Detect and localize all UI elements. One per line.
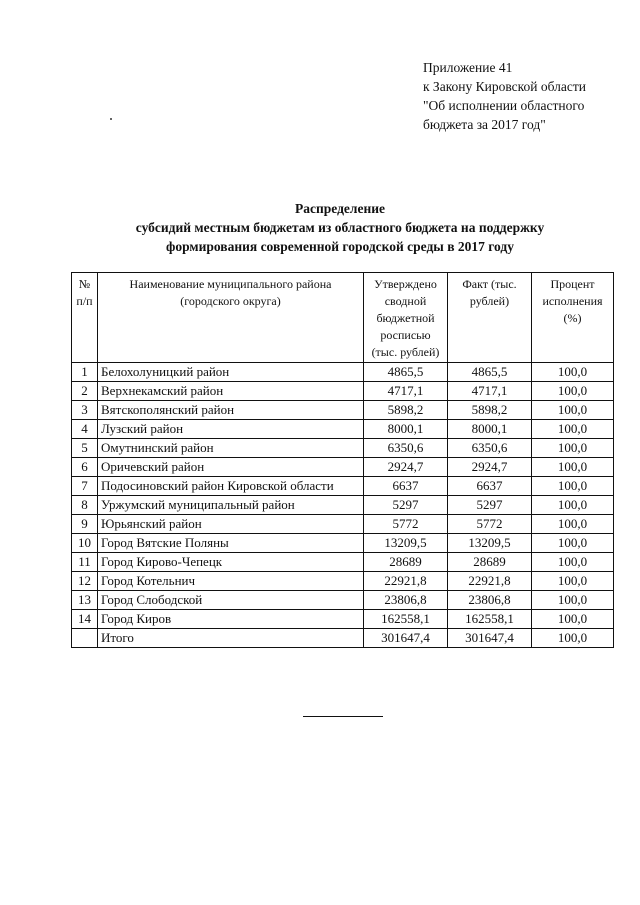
total-percent: 100,0: [532, 629, 614, 648]
row-name: Город Кирово-Чепецк: [98, 553, 364, 572]
table-row: [72, 420, 614, 439]
appendix-line: бюджета за 2017 год": [423, 117, 546, 132]
subsidy-table: [71, 272, 614, 648]
row-num: 3: [72, 401, 98, 420]
title-line: субсидий местным бюджетам из областного бюджета на поддержку: [135, 220, 545, 235]
table-row: [72, 477, 614, 496]
row-approved: 6637: [364, 477, 448, 496]
row-fact: 28689: [448, 553, 532, 572]
table-row: [72, 496, 614, 515]
row-name: Город Киров: [98, 610, 364, 629]
row-percent: 100,0: [532, 591, 614, 610]
row-fact: 8000,1: [448, 420, 532, 439]
title-line: формирования современной городской среды в 2017 году: [166, 239, 514, 254]
row-name: Оричевский район: [98, 458, 364, 477]
total-num: [72, 629, 98, 648]
table-row: [72, 458, 614, 477]
table-row: [72, 439, 614, 458]
row-name: Город Слободской: [98, 591, 364, 610]
header-name: Наименование муниципального района (городского округа): [98, 273, 364, 363]
row-percent: 100,0: [532, 363, 614, 382]
row-approved: 5772: [364, 515, 448, 534]
row-fact: 162558,1: [448, 610, 532, 629]
row-percent: 100,0: [532, 534, 614, 553]
row-approved: 22921,8: [364, 572, 448, 591]
row-percent: 100,0: [532, 515, 614, 534]
total-label: Итого: [98, 629, 364, 648]
row-name: Верхнекамский район: [98, 382, 364, 401]
row-num: 4: [72, 420, 98, 439]
scan-speck: [110, 118, 112, 120]
row-num: 8: [72, 496, 98, 515]
appendix-line: к Закону Кировской области: [423, 79, 587, 94]
row-num: 2: [72, 382, 98, 401]
table-row: [72, 534, 614, 553]
row-approved: 162558,1: [364, 610, 448, 629]
table-row: [72, 572, 614, 591]
row-fact: 4865,5: [448, 363, 532, 382]
appendix-line: "Об исполнении областного: [423, 98, 585, 113]
row-fact: 13209,5: [448, 534, 532, 553]
row-name: Юрьянский район: [98, 515, 364, 534]
title-line: Распределение: [294, 201, 386, 216]
table-row: [72, 591, 614, 610]
row-approved: 5898,2: [364, 401, 448, 420]
header-fact: Факт (тыс. рублей): [448, 273, 532, 363]
row-num: 9: [72, 515, 98, 534]
row-approved: 28689: [364, 553, 448, 572]
row-percent: 100,0: [532, 553, 614, 572]
row-num: 10: [72, 534, 98, 553]
row-approved: 4717,1: [364, 382, 448, 401]
row-name: Вятскополянский район: [98, 401, 364, 420]
row-num: 7: [72, 477, 98, 496]
row-percent: 100,0: [532, 496, 614, 515]
table-row: [72, 401, 614, 420]
row-fact: 23806,8: [448, 591, 532, 610]
total-row: [72, 629, 614, 648]
row-fact: 6637: [448, 477, 532, 496]
row-percent: 100,0: [532, 439, 614, 458]
row-num: 14: [72, 610, 98, 629]
row-num: 5: [72, 439, 98, 458]
row-num: 12: [72, 572, 98, 591]
row-percent: 100,0: [532, 382, 614, 401]
row-fact: 5898,2: [448, 401, 532, 420]
row-percent: 100,0: [532, 420, 614, 439]
row-fact: 5772: [448, 515, 532, 534]
row-percent: 100,0: [532, 458, 614, 477]
row-name: Лузский район: [98, 420, 364, 439]
header-percent: Процент исполнения (%): [532, 273, 614, 363]
row-percent: 100,0: [532, 401, 614, 420]
document-title: [60, 199, 620, 256]
row-fact: 4717,1: [448, 382, 532, 401]
row-percent: 100,0: [532, 610, 614, 629]
row-percent: 100,0: [532, 477, 614, 496]
row-num: 1: [72, 363, 98, 382]
total-approved: 301647,4: [364, 629, 448, 648]
table-row: [72, 382, 614, 401]
total-fact: 301647,4: [448, 629, 532, 648]
header-num: № п/п: [72, 273, 98, 363]
row-fact: 22921,8: [448, 572, 532, 591]
table-row: [72, 515, 614, 534]
table-row: [72, 610, 614, 629]
row-name: Белохолуницкий район: [98, 363, 364, 382]
table-row: [72, 553, 614, 572]
row-name: Уржумский муниципальный район: [98, 496, 364, 515]
header-approved: Утверждено сводной бюджетной росписью (тыс. рублей): [364, 273, 448, 363]
appendix-block: [423, 58, 633, 134]
row-approved: 2924,7: [364, 458, 448, 477]
row-name: Подосиновский район Кировской области: [98, 477, 364, 496]
row-name: Город Котельнич: [98, 572, 364, 591]
table-row: [72, 363, 614, 382]
row-approved: 6350,6: [364, 439, 448, 458]
row-name: Омутнинский район: [98, 439, 364, 458]
row-fact: 2924,7: [448, 458, 532, 477]
row-fact: 5297: [448, 496, 532, 515]
row-approved: 13209,5: [364, 534, 448, 553]
row-approved: 4865,5: [364, 363, 448, 382]
row-percent: 100,0: [532, 572, 614, 591]
row-approved: 5297: [364, 496, 448, 515]
row-approved: 23806,8: [364, 591, 448, 610]
footer-divider: [303, 716, 383, 717]
table-header-row: [72, 273, 614, 363]
row-num: 13: [72, 591, 98, 610]
row-fact: 6350,6: [448, 439, 532, 458]
row-num: 6: [72, 458, 98, 477]
appendix-line: Приложение 41: [423, 60, 513, 75]
row-name: Город Вятские Поляны: [98, 534, 364, 553]
row-num: 11: [72, 553, 98, 572]
row-approved: 8000,1: [364, 420, 448, 439]
table-body: [72, 363, 614, 629]
